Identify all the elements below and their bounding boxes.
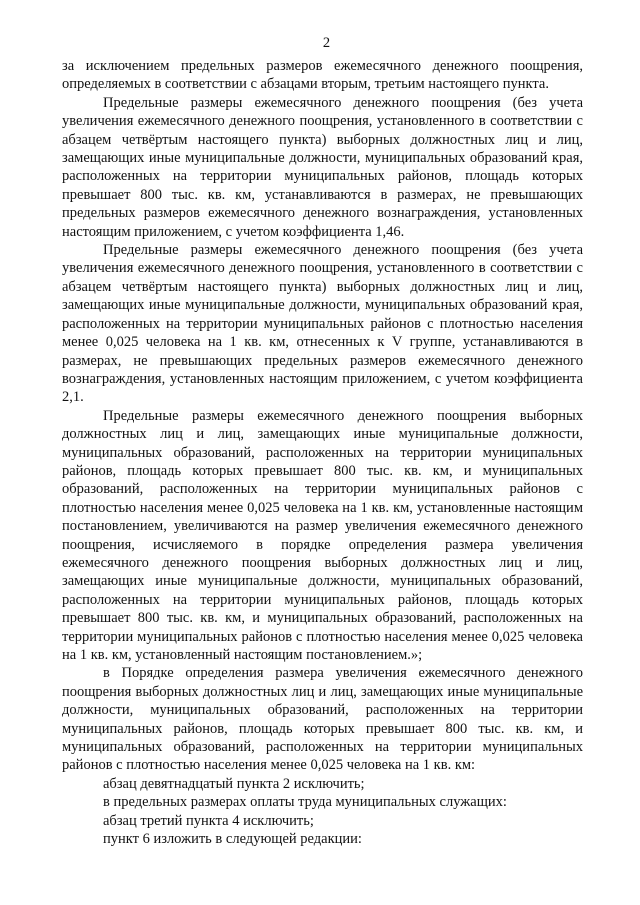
paragraph-6: абзац девятнадцатый пункта 2 исключить;	[103, 775, 365, 792]
paragraph-9: пункт 6 изложить в следующей редакции:	[103, 831, 362, 848]
paragraph-1: за исключением предельных размеров ежемесячного денежного поощрения, определяемых в соответствии с абзацами вторым, третьим настоящего пункта.	[62, 58, 583, 93]
paragraph-3: Предельные размеры ежемесячного денежного поощрения (без учета увеличения ежемесячного денежного поощрения, установленного в соответствии с абзацем четвёртым настоящего пункта) выборных должностных лиц и лиц, замещающих иные муниципальные должности, муниципальных образований края, расположенных на территории муниципальных районов с плотностью населения менее 0,025 человека на 1 кв. км, отнесенных к V группе, устанавливаются в размерах, не превышающих предельных размеров ежемесячного денежного вознаграждения, установленных настоящим приложением, с учетом коэффициента 2,1.	[62, 242, 583, 406]
paragraph-2: Предельные размеры ежемесячного денежного поощрения (без учета увеличения ежемесячного денежного поощрения, установленного в соответствии с абзацем четвёртым настоящего пункта) выборных должностных лиц и лиц, замещающих иные муниципальные должности, муниципальных образований края, расположенных на территории муниципальных районов, площадь которых превышает 800 тыс. кв. км, устанавливаются в размерах, не превышающих предельных размеров ежемесячного денежного вознаграждения, установленных настоящим приложением, с учетом коэффициента 1,46.	[62, 94, 583, 240]
page-number: 2	[322, 35, 331, 51]
paragraph-8: абзац третий пункта 4 исключить;	[103, 812, 314, 829]
paragraph-5: в Порядке определения размера увеличения ежемесячного денежного поощрения выборных должностных лиц и лиц, замещающих иные муниципальные должности, муниципальных образований, расположенных на территории муниципальных районов, площадь которых превышает 800 тыс. кв. км, и муниципальных образований, расположенных на территории муниципальных районов с плотностью населения менее 0,025 человека на 1 кв. км:	[62, 665, 583, 774]
paragraph-4: Предельные размеры ежемесячного денежного поощрения выборных должностных лиц и лиц, замещающих иные муниципальные должности, муниципальных образований, расположенных на территории муниципальных районов, площадь которых превышает 800 тыс. кв. км, и муниципальных образований, расположенных на территории муниципальных районов с плотностью населения менее 0,025 человека на 1 кв. км, установленные настоящим постановлением, увеличиваются на размер увеличения ежемесячного денежного поощрения, исчисляемого в порядке определения размера увеличения ежемесячного денежного поощрения выборных должностных лиц и лиц, замещающих иные муниципальные должности, муниципальных образований, расположенных на территории муниципальных районов, площадь которых превышает 800 тыс. кв. км, и муниципальных образований, расположенных на территории муниципальных районов с плотностью населения менее 0,025 человека на 1 кв. км, установленный настоящим постановлением.»;	[62, 407, 583, 663]
paragraph-7: в предельных размерах оплаты труда муниципальных служащих:	[103, 794, 507, 811]
